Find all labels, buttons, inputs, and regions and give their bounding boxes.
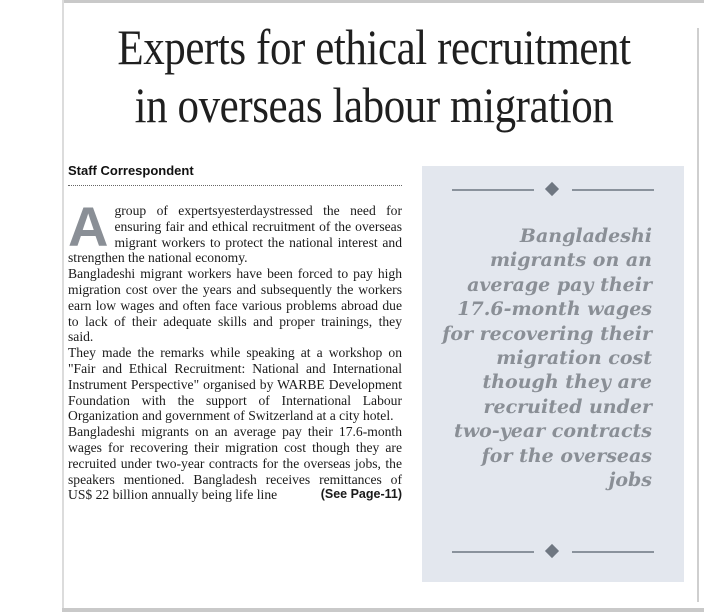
article-paragraph-1 xyxy=(68,195,402,266)
diamond-icon xyxy=(545,182,559,196)
article-paragraph-3: They made the remarks while speaking at a workshop on "Fair and Ethical Recruitment: National and International Instrument Perspective" organised by WARBE Development Foundation with the support of International Labour Organization and government of Switzerland at a city hotel. xyxy=(68,345,402,424)
dropcap: A xyxy=(68,195,109,258)
article-paragraph-1-text: group of expertsyesterdaystressed the need for ensuring fair and ethical recruitment of the overseas migrant workers to protect the national interest and strengthen the national economy. xyxy=(68,203,402,266)
article-paragraph-4-text: Bangladeshi migrants on an average pay their 17.6-month wages for recovering their migration cost though they are recruited under two-year contracts for the overseas jobs, the speakers mentioned. Bangladesh receives remittances of US$ 22 billion annually being life line xyxy=(68,424,402,503)
article-paragraph-4 xyxy=(68,424,402,503)
article-body xyxy=(68,195,402,503)
byline-divider xyxy=(68,185,402,186)
headline-line-2: in overseas labour migration xyxy=(134,77,614,133)
ornament-top xyxy=(452,184,654,196)
headline-line-1: Experts for ethical recruitment xyxy=(117,19,631,75)
page-border-top xyxy=(62,0,704,3)
page-border-left xyxy=(62,0,64,612)
column-rule-right xyxy=(697,28,699,602)
pull-quote-box xyxy=(422,166,684,582)
article-paragraph-2: Bangladeshi migrant workers have been forced to pay high migration cost over the years and subsequently the workers earn low wages and often face various problems abroad due to lack of their adequate skills and proper trainings, they said. xyxy=(68,266,402,345)
ornament-line-left xyxy=(452,189,534,191)
ornament-line-left xyxy=(452,551,534,553)
ornament-line-right xyxy=(572,551,654,553)
ornament-bottom xyxy=(452,546,654,558)
diamond-icon xyxy=(545,544,559,558)
continuation-link[interactable]: (See Page-11) xyxy=(320,487,402,502)
byline: Staff Correspondent xyxy=(68,163,194,178)
page-border-bottom xyxy=(62,608,704,612)
headline xyxy=(107,18,640,134)
ornament-line-right xyxy=(572,189,654,191)
pull-quote-text: Bangladeshi migrants on an average pay their 17.6-month wages for recovering their migration cost though they are recruited under two-year contracts for the overseas jobs xyxy=(442,225,652,492)
